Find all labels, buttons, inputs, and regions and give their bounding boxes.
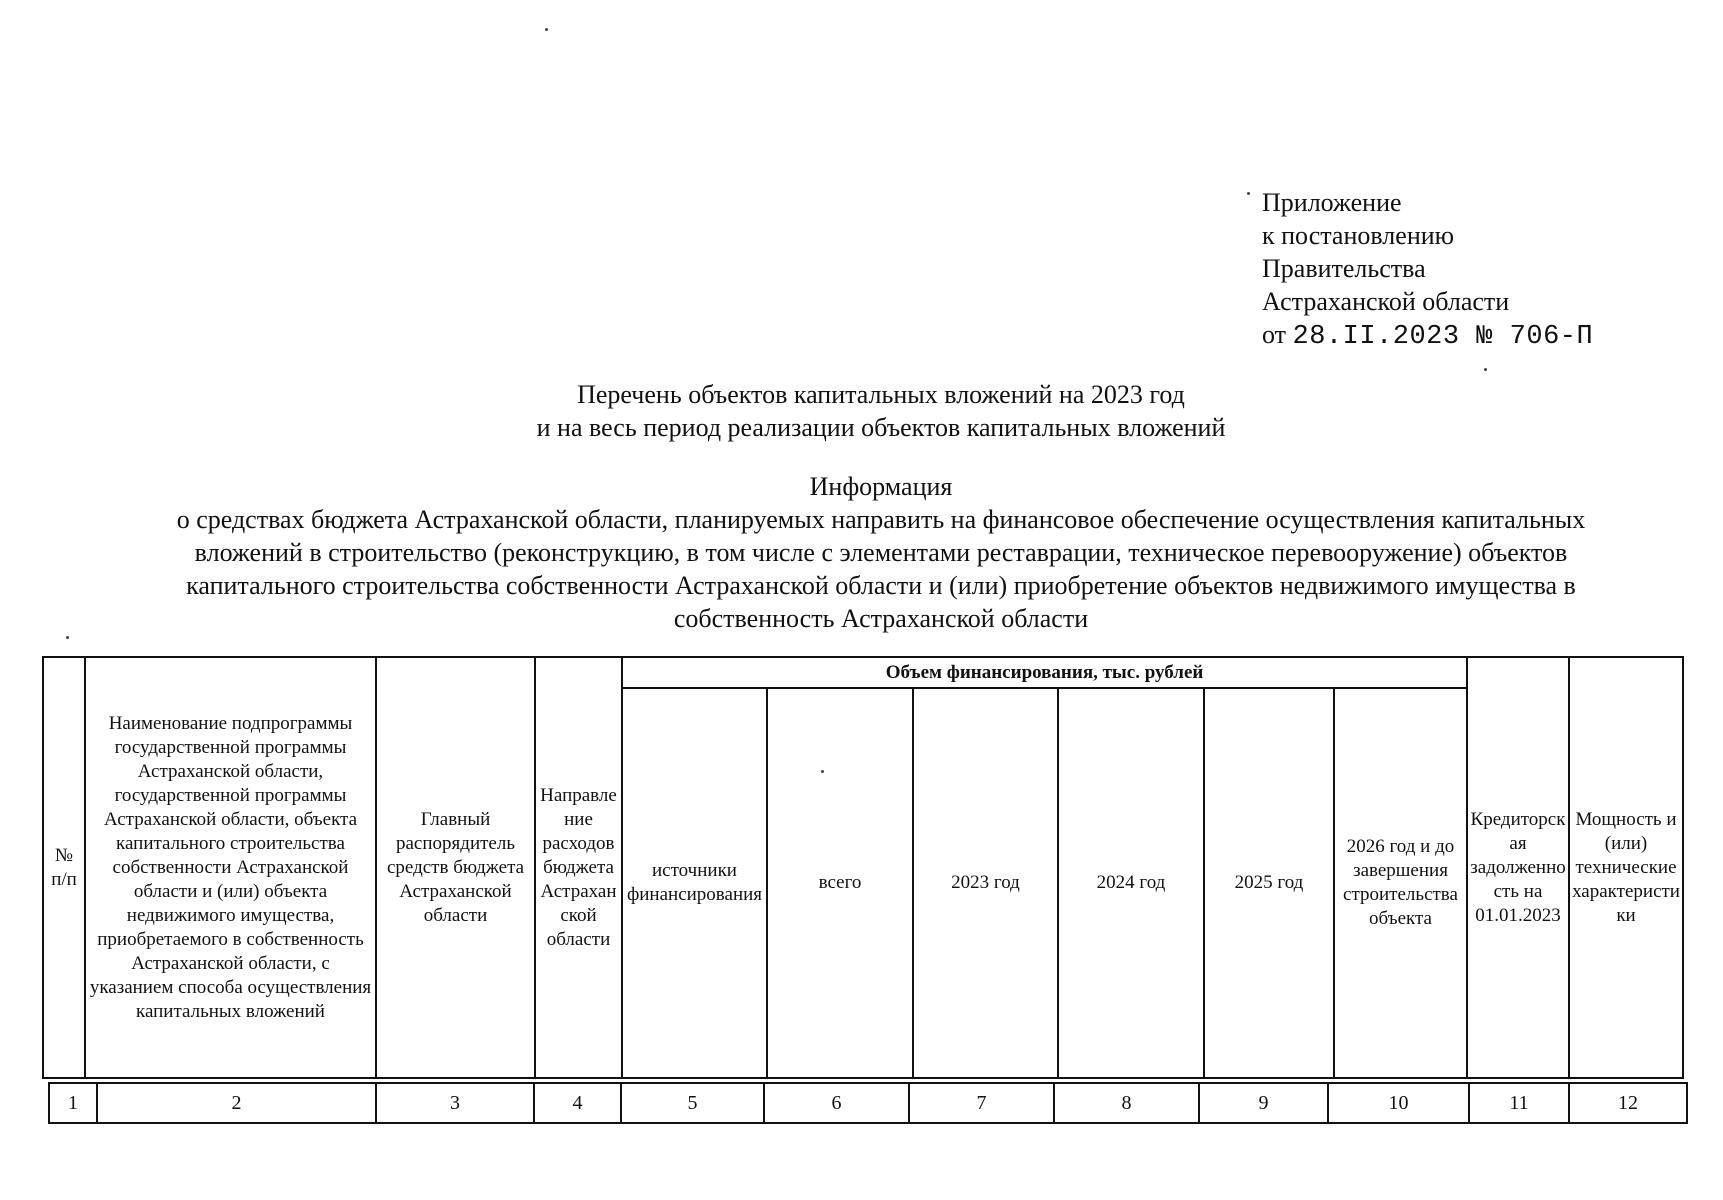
header-total: всего [767,688,913,1078]
scan-speck [66,636,69,639]
header-budget-manager: Главный распорядитель средств бюджета Астраханской области [376,657,535,1078]
info-heading: Информация [809,472,953,501]
header-creditor-debt: Кредиторская задолженность на 01.01.2023 [1467,657,1569,1078]
column-number-12: 12 [1569,1083,1687,1123]
appendix-title: Приложение [1262,188,1402,217]
info-line-1: о средствах бюджета Астраханской области, планируемых направить на финансовое обеспечение осуществления капитальных [176,505,1586,534]
table-header [42,656,1684,1079]
column-number-6: 6 [764,1083,909,1123]
header-name: Наименование подпрограммы государственной программы Астраханской области, государственной программы Астраханской области, объекта капитального строительства собственности Астраханской области и (или) объекта недвижимого имущества, приобретаемого в собственность Астраханской области, с указанием способа осуществления капитальных вложений [85,657,376,1078]
header-financing-sources: источники финансирования [622,688,767,1078]
info-line-3: капитального строительства собственности Астраханской области и (или) приобретение объектов недвижимого имущества в [186,571,1576,600]
header-year-2023: 2023 год [913,688,1058,1078]
header-year-2024: 2024 год [1058,688,1204,1078]
appendix-line-3: Правительства [1262,254,1426,283]
column-number-11: 11 [1469,1083,1569,1123]
document-title [0,378,1723,444]
column-number-1: 1 [49,1083,97,1123]
appendix-date-number: 28.II.2023 № 706-П [1292,322,1594,352]
column-number-10: 10 [1328,1083,1469,1123]
header-year-2025: 2025 год [1204,688,1334,1078]
scan-speck [1247,192,1250,195]
header-number: № п/п [43,657,85,1078]
column-number-3: 3 [376,1083,534,1123]
appendix-date-line [1262,318,1593,354]
column-number-7: 7 [909,1083,1054,1123]
appendix-date-prefix: от [1262,320,1287,349]
header-year-2026-onwards: 2026 год и до завершения строительства объекта [1334,688,1467,1078]
info-description [90,503,1672,635]
column-number-4: 4 [534,1083,621,1123]
column-number-2: 2 [97,1083,376,1123]
appendix-line-2: к постановлению [1262,221,1455,250]
info-line-4: собственность Астраханской области [673,604,1089,633]
column-numbers-row [48,1082,1688,1124]
appendix-line-4: Астраханской области [1262,287,1510,316]
header-capacity: Мощность и (или) технические характеристики [1569,657,1683,1078]
column-number-9: 9 [1199,1083,1328,1123]
column-number-8: 8 [1054,1083,1199,1123]
scan-speck [1484,368,1487,371]
document-title-line-2: и на весь период реализации объектов капитальных вложений [536,413,1226,442]
column-number-5: 5 [621,1083,764,1123]
info-line-2: вложений в строительство (реконструкцию, в том числе с элементами реставрации, техническое перевооружение) объектов [194,538,1568,567]
scan-speck [821,770,824,773]
document-title-line-1: Перечень объектов капитальных вложений на 2023 год [577,380,1185,409]
header-financing-volume: Объем финансирования, тыс. рублей [622,657,1467,688]
capital-investments-table [42,656,1684,1079]
scan-speck [545,28,548,31]
appendix-block [1262,186,1593,354]
header-expense-direction: Направление расходов бюджета Астраханской области [535,657,622,1078]
